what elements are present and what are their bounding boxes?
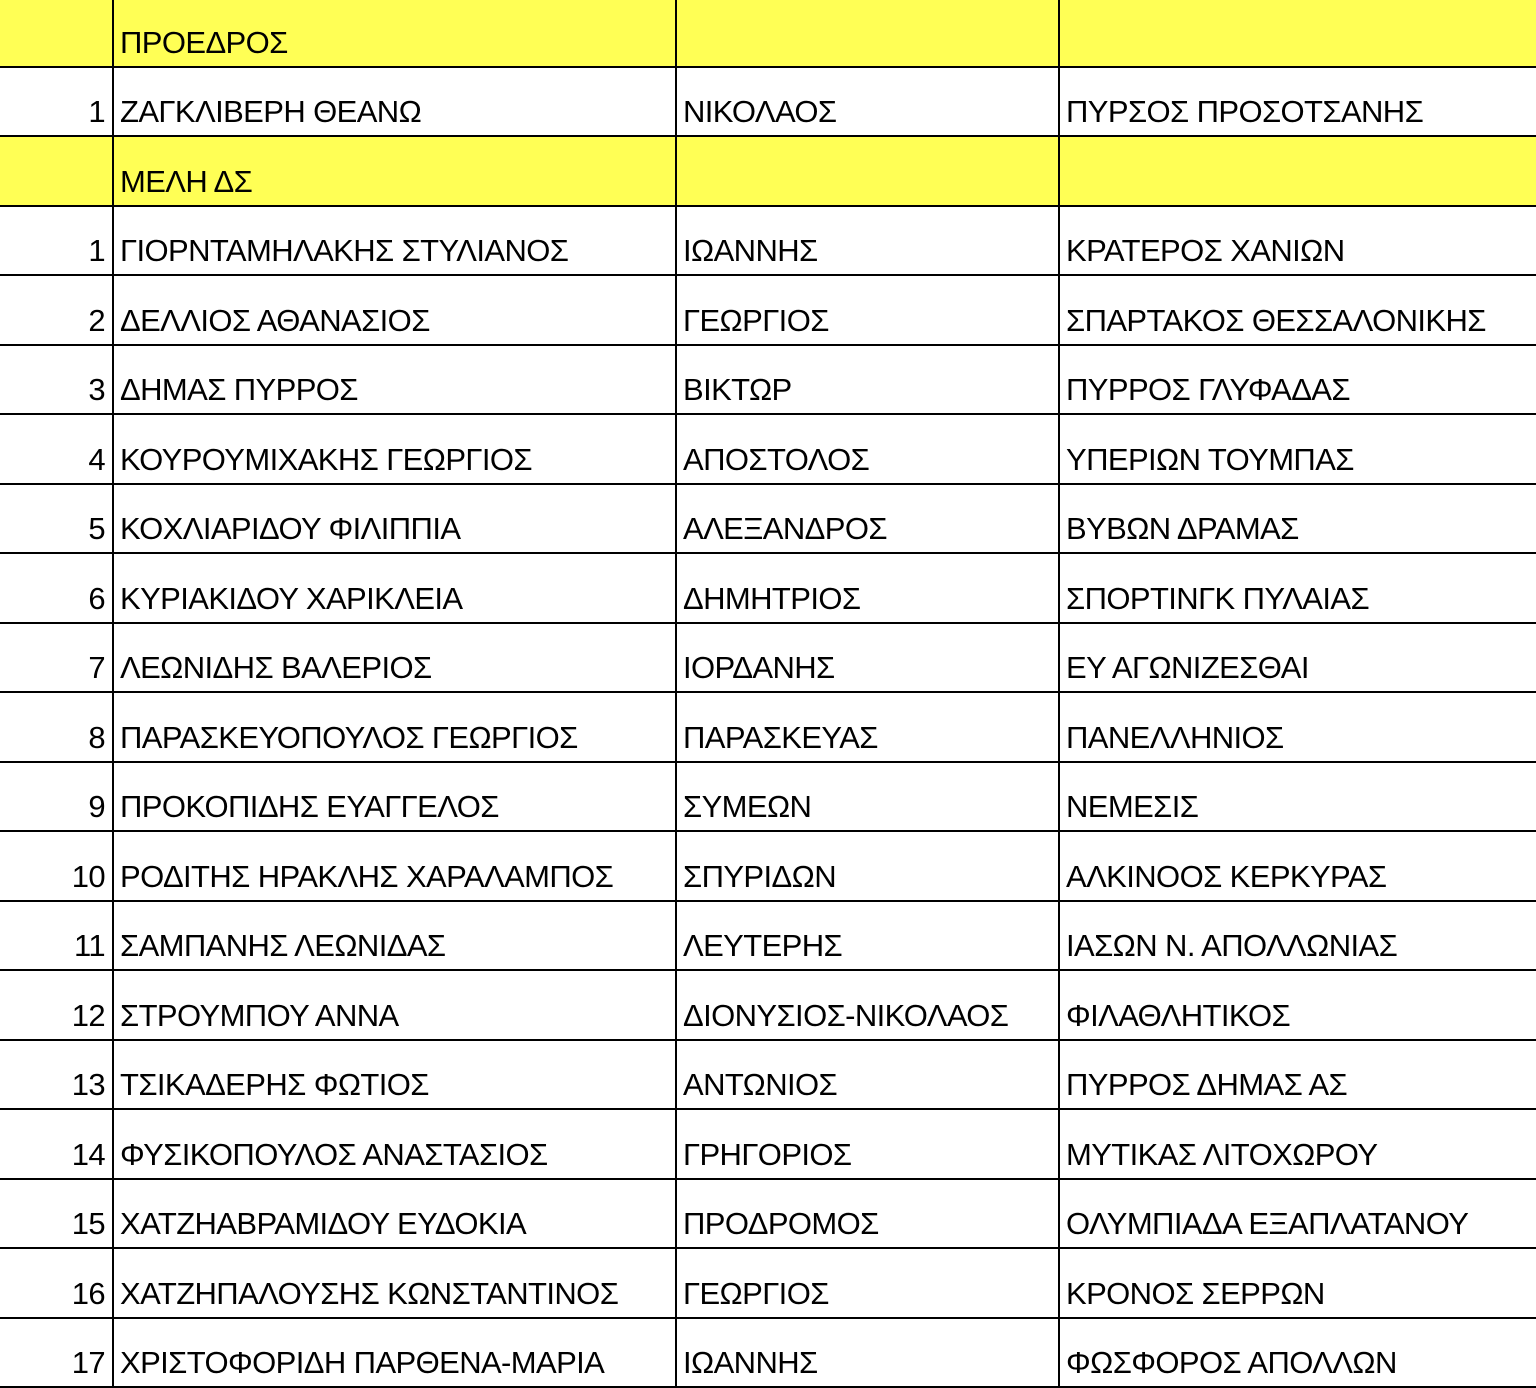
club-cell[interactable]: ΚΡΟΝΟΣ ΣΕΡΡΩΝ [1060,1249,1536,1317]
row-number-cell[interactable]: 10 [0,832,114,900]
row-number-cell[interactable]: 5 [0,485,114,553]
section-father-cell[interactable] [677,137,1060,205]
name-cell[interactable]: ΔΕΛΛΙΟΣ ΑΘΑΝΑΣΙΟΣ [114,276,677,344]
name-cell[interactable]: ΓΙΟΡΝΤΑΜΗΛΑΚΗΣ ΣΤΥΛΙΑΝΟΣ [114,207,677,275]
father-name-cell[interactable]: ΑΝΤΩΝΙΟΣ [677,1041,1060,1109]
table-row [0,1249,1536,1319]
father-name-cell[interactable]: ΓΕΩΡΓΙΟΣ [677,1249,1060,1317]
father-name-cell[interactable]: ΙΩΑΝΝΗΣ [677,1319,1060,1387]
table-row [0,1110,1536,1180]
row-number-cell[interactable]: 14 [0,1110,114,1178]
father-name-cell[interactable]: ΑΛΕΞΑΝΔΡΟΣ [677,485,1060,553]
name-cell[interactable]: ΛΕΩΝΙΔΗΣ ΒΑΛΕΡΙΟΣ [114,624,677,692]
table-row [0,68,1536,138]
table-row [0,971,1536,1041]
father-name-cell[interactable]: ΠΑΡΑΣΚΕΥΑΣ [677,693,1060,761]
row-number-cell[interactable]: 6 [0,554,114,622]
father-name-cell[interactable]: ΣΥΜΕΩΝ [677,763,1060,831]
table-row [0,832,1536,902]
club-cell[interactable]: ΠΥΡΣΟΣ ΠΡΟΣΟΤΣΑΝΗΣ [1060,68,1536,136]
table-row [0,1180,1536,1250]
row-number-cell[interactable]: 2 [0,276,114,344]
club-cell[interactable]: ΥΠΕΡΙΩΝ ΤΟΥΜΠΑΣ [1060,415,1536,483]
club-cell[interactable]: ΒΥΒΩΝ ΔΡΑΜΑΣ [1060,485,1536,553]
section-title-cell[interactable]: ΜΕΛΗ ΔΣ [114,137,677,205]
table-row [0,902,1536,972]
father-name-cell[interactable]: ΑΠΟΣΤΟΛΟΣ [677,415,1060,483]
club-cell[interactable]: ΣΠΟΡΤΙΝΓΚ ΠΥΛΑΙΑΣ [1060,554,1536,622]
row-number-cell[interactable]: 17 [0,1319,114,1387]
club-cell[interactable]: ΟΛΥΜΠΙΑΔΑ ΕΞΑΠΛΑΤΑΝΟΥ [1060,1180,1536,1248]
father-name-cell[interactable]: ΙΩΑΝΝΗΣ [677,207,1060,275]
table-row [0,346,1536,416]
row-number-cell[interactable]: 4 [0,415,114,483]
section-num-cell[interactable] [0,0,114,66]
row-number-cell[interactable]: 13 [0,1041,114,1109]
name-cell[interactable]: ΧΡΙΣΤΟΦΟΡΙΔΗ ΠΑΡΘΕΝΑ-ΜΑΡΙΑ [114,1319,677,1387]
section-num-cell[interactable] [0,137,114,205]
name-cell[interactable]: ΚΥΡΙΑΚΙΔΟΥ ΧΑΡΙΚΛΕΙΑ [114,554,677,622]
club-cell[interactable]: ΜΥΤΙΚΑΣ ΛΙΤΟΧΩΡΟΥ [1060,1110,1536,1178]
club-cell[interactable]: ΝΕΜΕΣΙΣ [1060,763,1536,831]
club-cell[interactable]: ΑΛΚΙΝΟΟΣ ΚΕΡΚΥΡΑΣ [1060,832,1536,900]
father-name-cell[interactable]: ΒΙΚΤΩΡ [677,346,1060,414]
father-name-cell[interactable]: ΙΟΡΔΑΝΗΣ [677,624,1060,692]
table-row [0,207,1536,277]
club-cell[interactable]: ΣΠΑΡΤΑΚΟΣ ΘΕΣΣΑΛΟΝΙΚΗΣ [1060,276,1536,344]
father-name-cell[interactable]: ΔΙΟΝΥΣΙΟΣ-ΝΙΚΟΛΑΟΣ [677,971,1060,1039]
father-name-cell[interactable]: ΝΙΚΟΛΑΟΣ [677,68,1060,136]
name-cell[interactable]: ΚΟΧΛΙΑΡΙΔΟΥ ΦΙΛΙΠΠΙΑ [114,485,677,553]
father-name-cell[interactable]: ΔΗΜΗΤΡΙΟΣ [677,554,1060,622]
club-cell[interactable]: ΠΥΡΡΟΣ ΔΗΜΑΣ ΑΣ [1060,1041,1536,1109]
row-number-cell[interactable]: 3 [0,346,114,414]
club-cell[interactable]: ΦΩΣΦΟΡΟΣ ΑΠΟΛΛΩΝ [1060,1319,1536,1387]
name-cell[interactable]: ΣΤΡΟΥΜΠΟΥ ΑΝΝΑ [114,971,677,1039]
name-cell[interactable]: ΔΗΜΑΣ ΠΥΡΡΟΣ [114,346,677,414]
name-cell[interactable]: ΡΟΔΙΤΗΣ ΗΡΑΚΛΗΣ ΧΑΡΑΛΑΜΠΟΣ [114,832,677,900]
section-club-cell[interactable] [1060,137,1536,205]
row-number-cell[interactable]: 9 [0,763,114,831]
club-cell[interactable]: ΕΥ ΑΓΩΝΙΖΕΣΘΑΙ [1060,624,1536,692]
table-row [0,763,1536,833]
name-cell[interactable]: ΖΑΓΚΛΙΒΕΡΗ ΘΕΑΝΩ [114,68,677,136]
name-cell[interactable]: ΣΑΜΠΑΝΗΣ ΛΕΩΝΙΔΑΣ [114,902,677,970]
table-row [0,485,1536,555]
father-name-cell[interactable]: ΠΡΟΔΡΟΜΟΣ [677,1180,1060,1248]
table-row [0,624,1536,694]
club-cell[interactable]: ΙΑΣΩΝ Ν. ΑΠΟΛΛΩΝΙΑΣ [1060,902,1536,970]
father-name-cell[interactable]: ΓΕΩΡΓΙΟΣ [677,276,1060,344]
father-name-cell[interactable]: ΛΕΥΤΕΡΗΣ [677,902,1060,970]
row-number-cell[interactable]: 16 [0,1249,114,1317]
father-name-cell[interactable]: ΓΡΗΓΟΡΙΟΣ [677,1110,1060,1178]
section-header-row [0,137,1536,207]
row-number-cell[interactable]: 8 [0,693,114,761]
name-cell[interactable]: ΠΑΡΑΣΚΕΥΟΠΟΥΛΟΣ ΓΕΩΡΓΙΟΣ [114,693,677,761]
row-number-cell[interactable]: 15 [0,1180,114,1248]
row-number-cell[interactable]: 1 [0,68,114,136]
name-cell[interactable]: ΚΟΥΡΟΥΜΙΧΑΚΗΣ ΓΕΩΡΓΙΟΣ [114,415,677,483]
name-cell[interactable]: ΠΡΟΚΟΠΙΔΗΣ ΕΥΑΓΓΕΛΟΣ [114,763,677,831]
father-name-cell[interactable]: ΣΠΥΡΙΔΩΝ [677,832,1060,900]
name-cell[interactable]: ΧΑΤΖΗΠΑΛΟΥΣΗΣ ΚΩΝΣΤΑΝΤΙΝΟΣ [114,1249,677,1317]
table-row [0,1041,1536,1111]
table-row [0,693,1536,763]
name-cell[interactable]: ΧΑΤΖΗΑΒΡΑΜΙΔΟΥ ΕΥΔΟΚΙΑ [114,1180,677,1248]
club-cell[interactable]: ΠΥΡΡΟΣ ΓΛΥΦΑΔΑΣ [1060,346,1536,414]
row-number-cell[interactable]: 12 [0,971,114,1039]
table-row [0,1319,1536,1388]
section-title-cell[interactable]: ΠΡΟΕΔΡΟΣ [114,0,677,66]
table-row [0,276,1536,346]
section-club-cell[interactable] [1060,0,1536,66]
row-number-cell[interactable]: 1 [0,207,114,275]
name-cell[interactable]: ΦΥΣΙΚΟΠΟΥΛΟΣ ΑΝΑΣΤΑΣΙΟΣ [114,1110,677,1178]
table-row [0,554,1536,624]
row-number-cell[interactable]: 11 [0,902,114,970]
table-row [0,415,1536,485]
name-cell[interactable]: ΤΣΙΚΑΔΕΡΗΣ ΦΩΤΙΟΣ [114,1041,677,1109]
club-cell[interactable]: ΚΡΑΤΕΡΟΣ ΧΑΝΙΩΝ [1060,207,1536,275]
club-cell[interactable]: ΦΙΛΑΘΛΗΤΙΚΟΣ [1060,971,1536,1039]
club-cell[interactable]: ΠΑΝΕΛΛΗΝΙΟΣ [1060,693,1536,761]
section-father-cell[interactable] [677,0,1060,66]
row-number-cell[interactable]: 7 [0,624,114,692]
section-header-row [0,0,1536,68]
